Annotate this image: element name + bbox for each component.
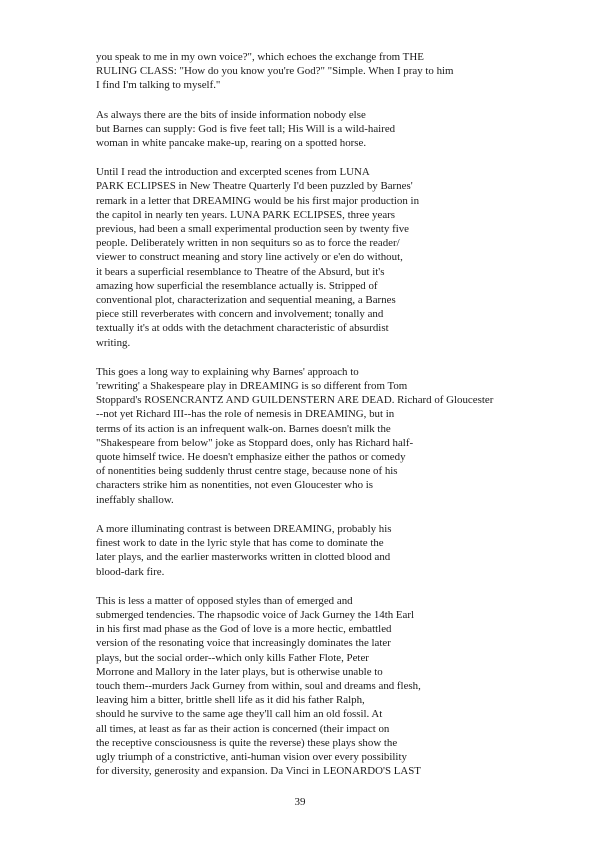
text-line: characters strike him as nonentities, not even Gloucester who is — [96, 479, 374, 492]
text-line: of nonentities being suddenly thrust centre stage, because none of his — [96, 465, 398, 478]
text-line: you speak to me in my own voice?", which echoes the exchange from THE — [96, 51, 424, 63]
text-line: RULING CLASS: "How do you know you're God?" "Simple. When I pray to him — [96, 65, 454, 78]
text-line: ineffably shallow. — [96, 493, 174, 506]
text-line: the receptive consciousness is quite the reverse) these plays show the — [96, 736, 398, 749]
text-line: Until I read the introduction and excerpted scenes from LUNA — [96, 166, 370, 179]
paragraph — [96, 50, 566, 93]
text-line: woman in white pancake make-up, rearing on a spotted horse. — [96, 137, 367, 150]
body-text — [96, 50, 566, 793]
text-line: As always there are the bits of inside information nobody else — [96, 108, 366, 121]
text-line: version of the resonating voice that increasingly dominates the later — [96, 637, 391, 650]
text-line: "Shakespeare from below" joke as Stoppard does, only has Richard half- — [96, 436, 414, 449]
text-line: viewer to construct meaning and story line actively or e'en do without, — [96, 251, 403, 264]
text-line: the capitol in nearly ten years. LUNA PARK ECLIPSES, three years — [96, 208, 396, 221]
text-line: finest work to date in the lyric style that has come to dominate the — [96, 537, 384, 550]
text-line: 'rewriting' a Shakespeare play in DREAMING is so different from Tom — [96, 380, 408, 393]
text-line: submerged tendencies. The rhapsodic voice of Jack Gurney the 14th Earl — [96, 608, 415, 621]
text-line: PARK ECLIPSES in New Theatre Quarterly I'd been puzzled by Barnes' — [96, 180, 413, 193]
text-line: all times, at least as far as their action is concerned (their impact on — [96, 722, 390, 735]
text-line: I find I'm talking to myself." — [96, 79, 221, 92]
text-line: writing. — [96, 336, 131, 349]
text-line: later plays, and the earlier masterworks written in clotted blood and — [96, 551, 391, 564]
text-line: people. Deliberately written in non sequiturs so as to force the reader/ — [96, 237, 400, 250]
text-line: previous, had been a small experimental production seen by twenty five — [96, 223, 410, 236]
text-line: should he survive to the same age they'll call him an old fossil. At — [96, 708, 383, 721]
text-line: it bears a superficial resemblance to Theatre of the Absurd, but it's — [96, 265, 385, 278]
paragraph — [96, 594, 566, 779]
text-line: This is less a matter of opposed styles than of emerged and — [96, 594, 353, 607]
page-number: 39 — [294, 796, 306, 808]
text-line: leaving him a bitter, brittle shell life as it did his father Ralph, — [96, 694, 365, 707]
text-line: Morrone and Mallory in the later plays, but is otherwise unable to — [96, 665, 383, 678]
text-line: amazing how superficial the resemblance actually is. Stripped of — [96, 279, 378, 292]
text-line: remark in a letter that DREAMING would be his first major production in — [96, 194, 420, 207]
text-line: piece still reverberates with concern and involvement; tonally and — [96, 308, 384, 321]
text-line: plays, but the social order--which only kills Father Flote, Peter — [96, 651, 369, 664]
text-line: quote himself twice. He doesn't emphasize either the pathos or comedy — [96, 451, 406, 464]
text-line: touch them--murders Jack Gurney from within, soul and dreams and flesh, — [96, 679, 421, 692]
text-line: Stoppard's ROSENCRANTZ AND GUILDENSTERN ARE DEAD. Richard of Gloucester — [96, 394, 494, 407]
text-line: ugly triumph of a constrictive, anti-human vision over every possibility — [96, 750, 407, 763]
text-line: in his first mad phase as the God of love is a more hectic, embattled — [96, 623, 392, 636]
text-line: textually it's at odds with the detachment characteristic of absurdist — [96, 322, 389, 335]
text-line: blood-dark fire. — [96, 565, 165, 578]
paragraph — [96, 365, 566, 507]
text-line: terms of its action is an infrequent walk-on. Barnes doesn't milk the — [96, 422, 391, 435]
paragraph — [96, 522, 566, 579]
text-line: for diversity, generosity and expansion. Da Vinci in LEONARDO'S LAST — [96, 765, 421, 778]
text-line: --not yet Richard III--has the role of nemesis in DREAMING, but in — [96, 408, 395, 421]
paragraph — [96, 108, 566, 151]
text-line: conventional plot, characterization and sequential meaning, a Barnes — [96, 294, 396, 307]
text-line: but Barnes can supply: God is five feet tall; His Will is a wild-haired — [96, 122, 396, 135]
text-line: A more illuminating contrast is between DREAMING, probably his — [96, 522, 392, 535]
text-line: This goes a long way to explaining why Barnes' approach to — [96, 365, 359, 378]
paragraph — [96, 165, 566, 350]
